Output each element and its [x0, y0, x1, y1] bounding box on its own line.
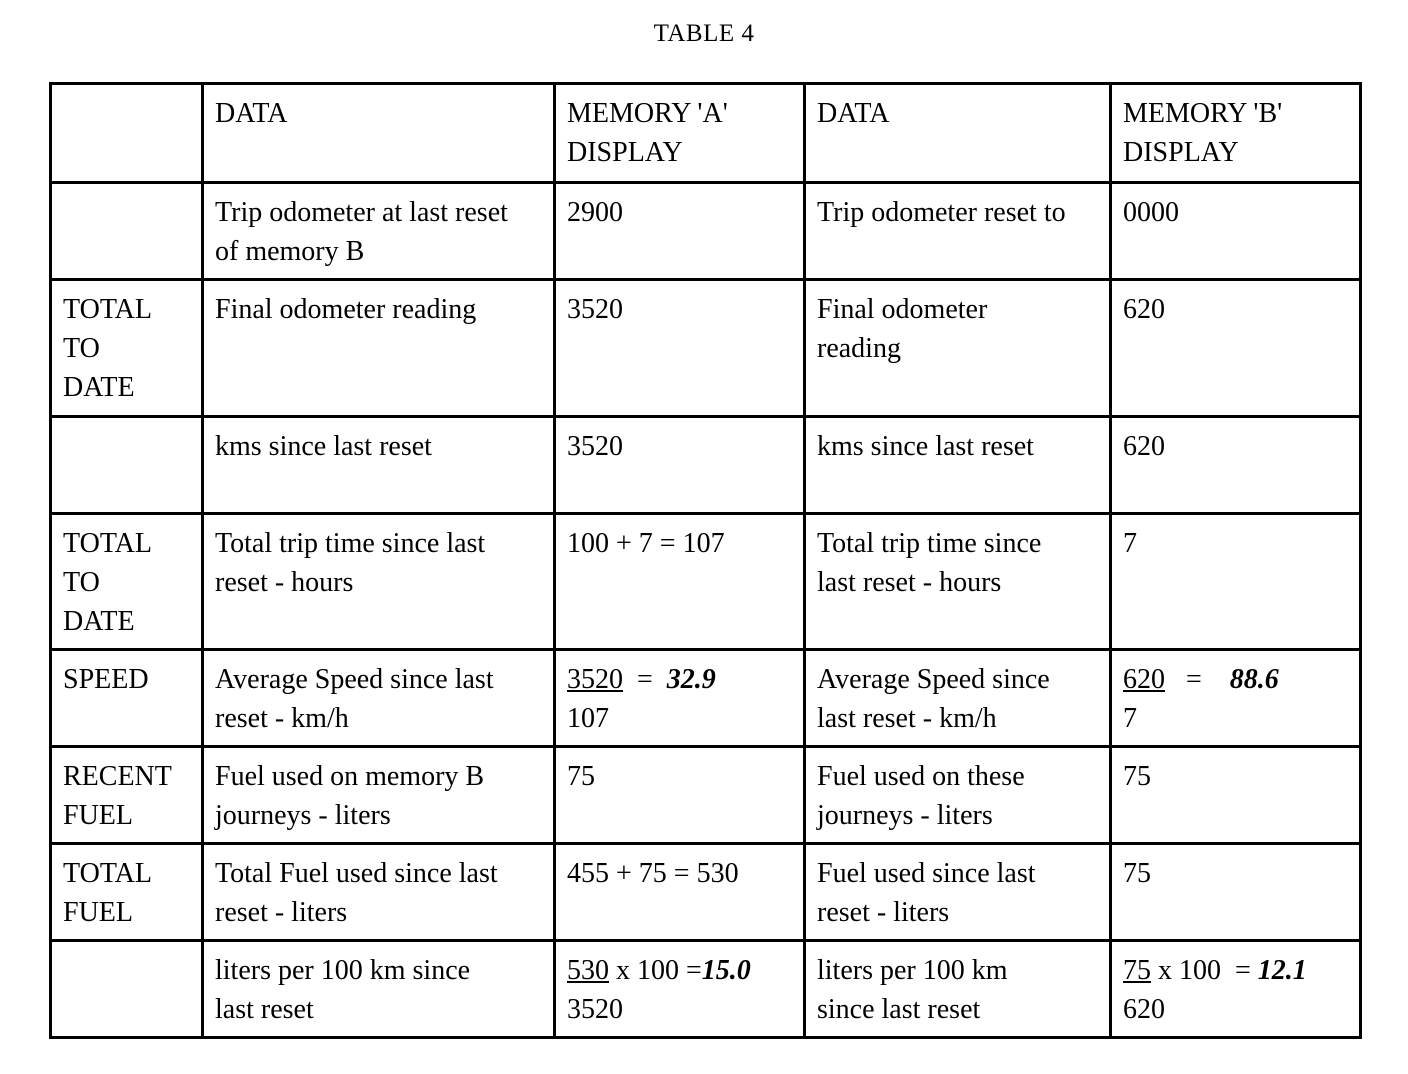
fraction-line [1123, 951, 1357, 990]
data-b-cell: Average Speed since last reset - km/h [805, 650, 1111, 747]
row-label: TOTAL TO DATE [51, 280, 203, 417]
value-a-cell: 100 + 7 = 107 [555, 514, 805, 650]
value-a-cell [555, 941, 805, 1038]
data-a-cell: Total Fuel used since last reset - liters [203, 844, 555, 941]
table-row [51, 941, 1361, 1038]
value-a-cell: 2900 [555, 183, 805, 280]
row-label [51, 941, 203, 1038]
value-b-cell: 7 [1111, 514, 1361, 650]
row-label: TOTAL FUEL [51, 844, 203, 941]
fraction-line [567, 951, 799, 990]
multiplier: x 100 [616, 955, 679, 986]
equals-sign: = [1186, 664, 1202, 695]
header-memory-a-text: MEMORY 'A' DISPLAY [567, 98, 728, 168]
header-memory-a [555, 84, 805, 183]
table-row [51, 844, 1361, 941]
data-a-cell: Final odometer reading [203, 280, 555, 417]
result-value: 15.0 [701, 955, 751, 986]
data-a-cell: Trip odometer at last reset of memory B [203, 183, 555, 280]
result-value: 88.6 [1229, 664, 1279, 695]
result-value: 32.9 [666, 664, 716, 695]
denominator: 107 [567, 703, 609, 734]
numerator: 620 [1123, 664, 1165, 695]
value-a-cell [555, 650, 805, 747]
result-value: 12.1 [1257, 955, 1307, 986]
row-label [51, 183, 203, 280]
data-b-cell: liters per 100 km since last reset [805, 941, 1111, 1038]
header-memory-b [1111, 84, 1361, 183]
table-title: TABLE 4 [653, 20, 755, 47]
value-b-cell [1111, 650, 1361, 747]
value-a-cell: 455 + 75 = 530 [555, 844, 805, 941]
data-a-cell: liters per 100 km since last reset [203, 941, 555, 1038]
value-b-cell [1111, 941, 1361, 1038]
table-row [51, 183, 1361, 280]
data-table [49, 82, 1362, 1039]
value-b-cell: 620 [1111, 280, 1361, 417]
numerator: 530 [567, 955, 609, 986]
header-data-b: DATA [805, 84, 1111, 183]
value-a-cell: 3520 [555, 280, 805, 417]
data-a-cell: Average Speed since last reset - km/h [203, 650, 555, 747]
numerator: 3520 [567, 664, 623, 695]
row-label [51, 417, 203, 514]
table-row [51, 514, 1361, 650]
multiplier: x 100 [1158, 955, 1221, 986]
numerator: 75 [1123, 955, 1151, 986]
header-data-a: DATA [203, 84, 555, 183]
data-b-cell: Total trip time since last reset - hours [805, 514, 1111, 650]
equals-sign: = [686, 955, 702, 986]
value-a-cell: 75 [555, 747, 805, 844]
table-row [51, 417, 1361, 514]
fraction-line [567, 660, 793, 699]
data-b-cell: Fuel used since last reset - liters [805, 844, 1111, 941]
table-header-row [51, 84, 1361, 183]
data-a-cell: Total trip time since last reset - hours [203, 514, 555, 650]
data-a-cell: Fuel used on memory B journeys - liters [203, 747, 555, 844]
data-a-cell: kms since last reset [203, 417, 555, 514]
header-memory-b-text: MEMORY 'B' DISPLAY [1123, 98, 1283, 168]
denominator: 3520 [567, 994, 623, 1025]
data-b-cell: Fuel used on these journeys - liters [805, 747, 1111, 844]
value-b-cell: 0000 [1111, 183, 1361, 280]
value-a-cell: 3520 [555, 417, 805, 514]
denominator: 620 [1123, 994, 1165, 1025]
fraction-line [1123, 660, 1349, 699]
value-b-cell: 620 [1111, 417, 1361, 514]
equals-sign: = [1235, 955, 1251, 986]
data-b-cell: kms since last reset [805, 417, 1111, 514]
row-label: TOTAL TO DATE [51, 514, 203, 650]
value-b-cell: 75 [1111, 747, 1361, 844]
denominator: 7 [1123, 703, 1137, 734]
table-row [51, 280, 1361, 417]
header-cell-empty [51, 84, 203, 183]
data-b-cell: Trip odometer reset to [805, 183, 1111, 280]
equals-sign: = [637, 664, 653, 695]
row-label: SPEED [51, 650, 203, 747]
table-row [51, 747, 1361, 844]
row-label: RECENT FUEL [51, 747, 203, 844]
value-b-cell: 75 [1111, 844, 1361, 941]
table-row [51, 650, 1361, 747]
data-b-cell: Final odometer reading [805, 280, 1111, 417]
